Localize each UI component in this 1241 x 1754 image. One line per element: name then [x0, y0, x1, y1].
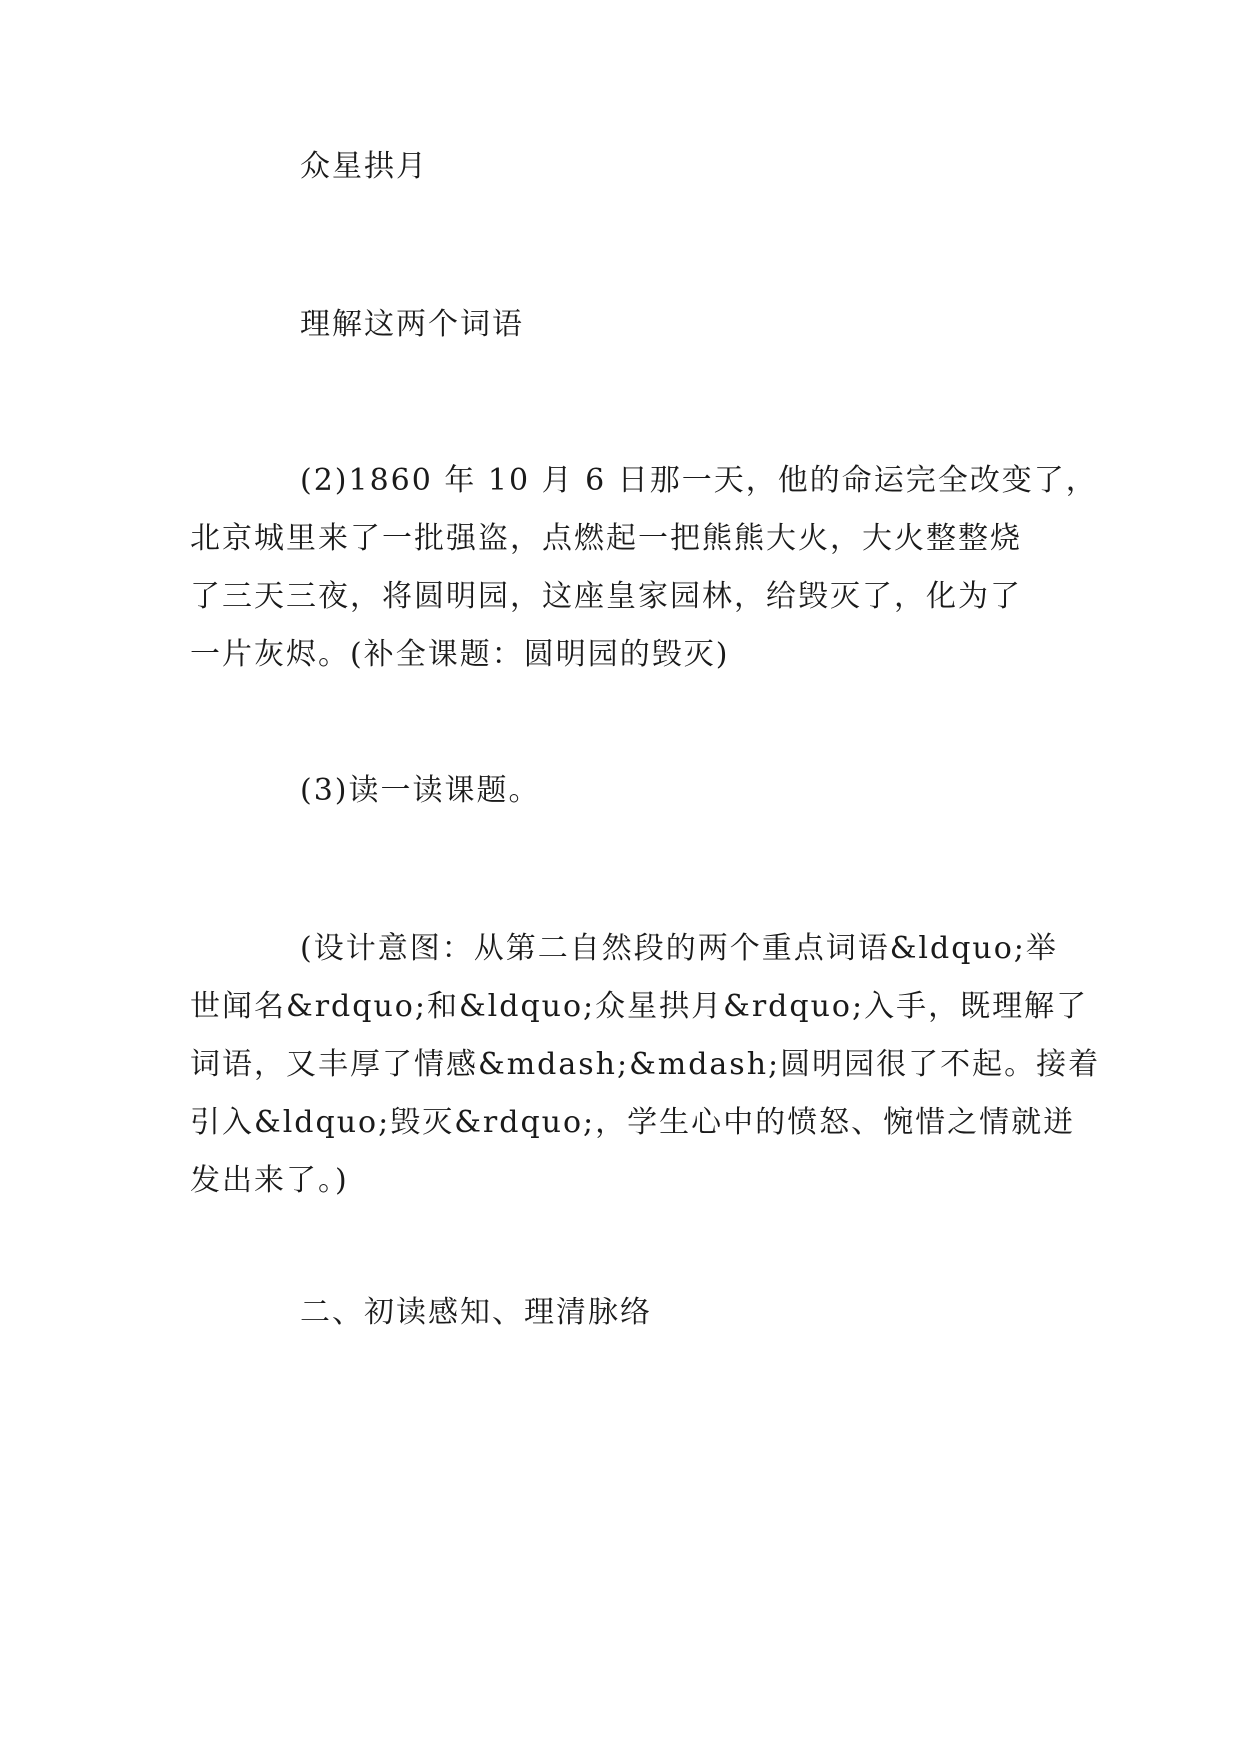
paragraph-3 — [190, 452, 1098, 684]
text-line: (设计意图：从第二自然段的两个重点词语&ldquo;举 — [300, 931, 1058, 966]
paragraph-1 — [190, 138, 1050, 196]
text-line: (3)读一读课题。 — [300, 773, 541, 808]
text-line: 北京城里来了一批强盗，点燃起一把熊熊大火，大火整整烧 — [190, 521, 1022, 556]
paragraph-2 — [190, 296, 1050, 354]
text-line: 一片灰烬。(补全课题：圆明园的毁灭) — [190, 637, 730, 672]
text-line: 二、初读感知、理清脉络 — [300, 1295, 652, 1330]
text-line: (2)1860 年 10 月 6 日那一天，他的命运完全改变了， — [300, 463, 1098, 498]
section-heading — [190, 1284, 1050, 1342]
text-line: 引入&ldquo;毁灭&rdquo;，学生心中的愤怒、惋惜之情就迸 — [190, 1105, 1076, 1140]
paragraph-5 — [190, 920, 1101, 1210]
text-line: 了三天三夜，将圆明园，这座皇家园林，给毁灭了，化为了 — [190, 579, 1022, 614]
text-line: 理解这两个词语 — [300, 307, 524, 342]
text-line: 发出来了。) — [190, 1163, 349, 1198]
paragraph-4 — [190, 762, 1050, 820]
text-line: 世闻名&rdquo;和&ldquo;众星拱月&rdquo;入手，既理解了 — [190, 989, 1089, 1024]
text-line: 词语，又丰厚了情感&mdash;&mdash;圆明园很了不起。接着 — [190, 1047, 1101, 1082]
text-line: 众星拱月 — [300, 149, 428, 184]
